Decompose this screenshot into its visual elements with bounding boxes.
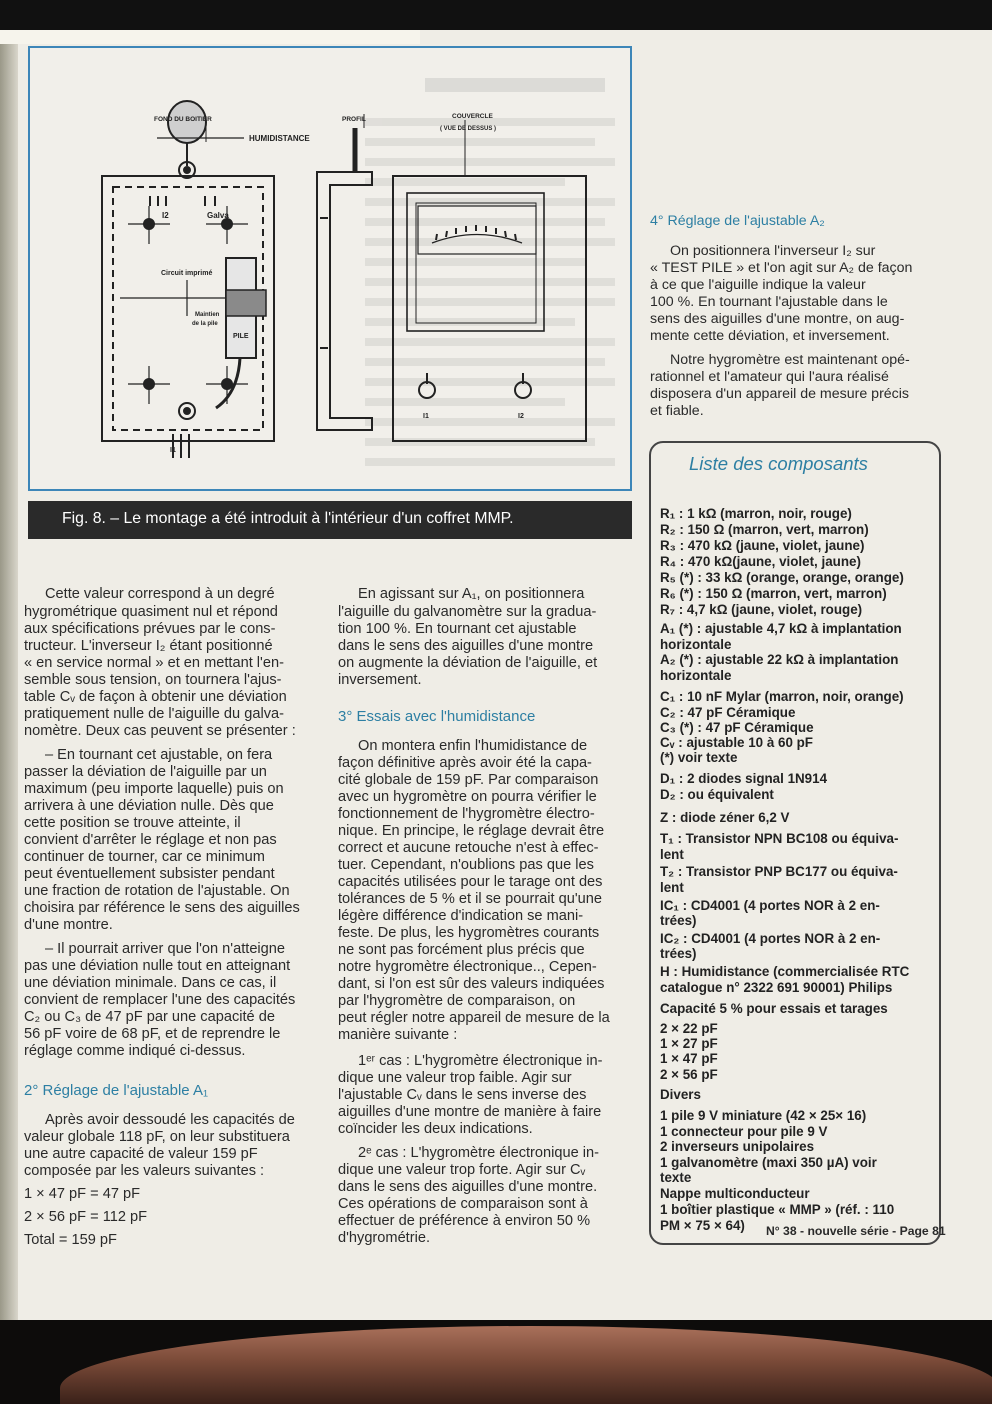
col3-line: rationnel et l'amateur qui l'aura réalisé (650, 369, 889, 385)
col2-line: dant, si l'on est sûr des valeurs indiquées (338, 976, 605, 992)
col2-line: dans le sens des aiguilles d'une montre (338, 638, 594, 654)
col2-line: tuer. Cependant, n'oublions pas que les (338, 857, 594, 873)
col1-line: maximum (peu importe laquelle) puis on (24, 781, 284, 797)
label-i2: I2 (162, 211, 169, 220)
figure-8 (28, 46, 632, 491)
col1-line: table Cᵥ de façon à obtenir une déviation (24, 689, 287, 705)
component-line: (*) voir texte (660, 750, 738, 765)
component-line: Capacité 5 % pour essais et tarages (660, 1001, 888, 1016)
label-i1: I1 (170, 447, 176, 454)
col1-line: – Il pourrait arriver que l'on n'atteigne (45, 941, 286, 957)
col1-line: composée par les valeurs suivantes : (24, 1163, 265, 1179)
component-line: C₂ : 47 pF Céramique (660, 705, 796, 720)
col3-line: « TEST PILE » et l'on agit sur A₂ de façon (650, 260, 913, 276)
component-line: Cᵥ : ajustable 10 à 60 pF (660, 735, 813, 750)
col1-line: une déviation minimale. Dans ce cas, il (24, 975, 277, 991)
col2-line: légère différence d'indication se mani- (338, 908, 584, 924)
col2-line: On montera enfin l'humidistance de (358, 738, 588, 754)
col2-line: 2ᵉ cas : L'hygromètre électronique in- (358, 1145, 600, 1161)
label-couvercle: COUVERCLE (452, 113, 493, 120)
component-line: 1 galvanomètre (maxi 350 µA) voir (660, 1155, 877, 1170)
component-line: R₇ : 4,7 kΩ (jaune, violet, rouge) (660, 602, 863, 617)
col2-line: nique. En principe, le réglage devrait être (338, 823, 605, 839)
component-line: R₃ : 470 kΩ (jaune, violet, jaune) (660, 538, 865, 553)
component-line: 1 boîtier plastique « MMP » (réf. : 110 (660, 1202, 895, 1217)
col2-line: d'hygrométrie. (338, 1230, 431, 1246)
page-footer: N° 38 - nouvelle série - Page 81 (766, 1224, 946, 1238)
label-humidistance: HUMIDISTANCE (249, 134, 310, 143)
col3-line: à ce que l'aiguille indique la valeur (650, 277, 866, 293)
component-line: A₂ (*) : ajustable 22 kΩ à implantation (660, 652, 899, 667)
col2-line: aiguilles d'une montre de manière à faire (338, 1104, 602, 1120)
component-line: horizontale (660, 668, 732, 683)
label-maintien-1: Maintien (195, 312, 220, 318)
component-line: R₄ : 470 kΩ(jaune, violet, jaune) (660, 554, 861, 569)
formula-line: 2 × 56 pF = 112 pF (24, 1209, 148, 1225)
lid-outline (393, 176, 586, 441)
component-line: 1 pile 9 V miniature (42 × 25× 16) (660, 1108, 867, 1123)
col1-line: « en service normal » et en mettant l'en- (24, 655, 284, 671)
col2-line: avec un hygromètre on pourra vérifier le (338, 789, 597, 805)
component-line: catalogue n° 2322 691 90001) Philips (660, 980, 893, 995)
col2-line: l'aiguille du galvanomètre sur la gradua- (338, 604, 597, 620)
section-heading-4: 4° Réglage de l'ajustable A₂ (650, 213, 825, 229)
col1-line: nomètre. Deux cas peuvent se présenter : (24, 723, 296, 739)
component-line: Divers (660, 1087, 701, 1102)
col3-line: sens des aiguilles d'une montre, on aug- (650, 311, 905, 327)
formula-line: 1 × 47 pF = 47 pF (24, 1186, 141, 1202)
label-galva: Galva (207, 211, 229, 220)
label-fond-boitier: FOND DU BOITIER (154, 116, 212, 123)
col1-line: 56 pF voire de 68 pF, et de reprendre le (24, 1026, 281, 1042)
col1-line: Cette valeur correspond à un degré (45, 586, 275, 602)
component-line: IC₁ : CD4001 (4 portes NOR à 2 en- (660, 898, 880, 913)
col1-line: peut éventuellement subsister pendant (24, 866, 275, 882)
col2-line: dique une valeur trop faible. Agir sur (338, 1070, 572, 1086)
col1-line: hygrométrique quasiment nul et répond (24, 604, 278, 620)
col2-line: 1ᵉʳ cas : L'hygromètre électronique in- (358, 1053, 603, 1069)
label-profil: PROFIL (342, 116, 366, 123)
col2-line: correct et aucune retouche n'est à effec- (338, 840, 599, 856)
col2-line: inversement. (338, 672, 422, 688)
component-line: 2 × 56 pF (660, 1067, 718, 1082)
component-line: T₂ : Transistor PNP BC177 ou équiva- (660, 864, 898, 879)
formula-total: Total = 159 pF (24, 1232, 117, 1248)
col2-line: dans le sens des aiguilles d'une montre. (338, 1179, 598, 1195)
component-line: D₁ : 2 diodes signal 1N914 (660, 771, 828, 786)
col1-line: réglage comme indiqué ci-dessus. (24, 1043, 246, 1059)
col1-line: passer la déviation de l'aiguille par un (24, 764, 267, 780)
figure-caption: Fig. 8. – Le montage a été introduit à l'intérieur d'un coffret MMP. (62, 510, 514, 527)
component-line: trées) (660, 946, 697, 961)
component-line: R₂ : 150 Ω (marron, vert, marron) (660, 522, 869, 537)
figure-drawing (30, 48, 632, 491)
col1-line: – En tournant cet ajustable, on fera (45, 747, 273, 763)
component-line: C₃ (*) : 47 pF Céramique (660, 720, 814, 735)
col1-line: choisira par référence le sens des aiguilles (24, 900, 300, 916)
component-line: Z : diode zéner 6,2 V (660, 810, 790, 825)
col2-line: on augmente la déviation de l'aiguille, et (338, 655, 598, 671)
component-line: 2 inverseurs unipolaires (660, 1139, 815, 1154)
col2-line: façon définitive après avoir été la capa- (338, 755, 592, 771)
component-line: R₅ (*) : 33 kΩ (orange, orange, orange) (660, 570, 904, 585)
col2-line: par l'hygromètre de comparaison, on (338, 993, 576, 1009)
col2-line: manière suivante : (338, 1027, 458, 1043)
col2-line: tion 100 %. En tournant cet ajustable (338, 621, 577, 637)
col3-line: disposera d'un appareil de mesure précis (650, 386, 910, 402)
col1-line: pas une déviation nulle tout en atteignant (24, 958, 291, 974)
col3-line: On positionnera l'inverseur I₂ sur (670, 243, 876, 259)
component-line: PM × 75 × 64) (660, 1218, 745, 1233)
component-line: R₆ (*) : 150 Ω (marron, vert, marron) (660, 586, 887, 601)
component-line: D₂ : ou équivalent (660, 787, 774, 802)
col3-line: mente cette déviation, et inversement. (650, 328, 890, 344)
page-binding-edge (0, 30, 18, 1320)
col2-line: coïncider les deux indications. (338, 1121, 533, 1137)
components-title: Liste des composants (689, 453, 868, 474)
component-line: texte (660, 1170, 692, 1185)
col3-line: et fiable. (650, 403, 704, 419)
col1-line: pratiquement nulle de l'aiguille du galva- (24, 706, 284, 722)
label-lid-i1: I1 (423, 413, 429, 420)
col2-line: effectuer de préférence à environ 50 % (338, 1213, 591, 1229)
col2-line: l'ajustable Cᵥ dans le sens inverse des (338, 1087, 587, 1103)
component-line: 2 × 22 pF (660, 1021, 718, 1036)
component-line: 1 × 47 pF (660, 1051, 718, 1066)
component-line: IC₂ : CD4001 (4 portes NOR à 2 en- (660, 931, 881, 946)
label-pile: PILE (233, 333, 249, 340)
component-line: H : Humidistance (commercialisée RTC (660, 964, 910, 979)
col1-line: d'une montre. (24, 917, 113, 933)
col3-line: Notre hygromètre est maintenant opé- (670, 352, 910, 368)
col1-line: une fraction de rotation de l'ajustable. On (24, 883, 290, 899)
component-line: lent (660, 847, 684, 862)
col1-line: convient de remplacer l'une des capacités (24, 992, 296, 1008)
col2-line: dique une valeur trop forte. Agir sur Cᵥ (338, 1162, 586, 1178)
col1-line: valeur globale 118 pF, on leur substituera (24, 1129, 290, 1145)
col2-line: fonctionnement de l'hygromètre électro- (338, 806, 595, 822)
col1-line: continuer de tourner, car ce minimum (24, 849, 265, 865)
col1-line: C₂ ou C₃ de 47 pF par une capacité de (24, 1009, 275, 1025)
section-heading-3: 3° Essais avec l'humidistance (338, 708, 536, 725)
component-line: 1 connecteur pour pile 9 V (660, 1124, 828, 1139)
col2-line: ne sont pas forcément plus précis que (338, 942, 585, 958)
component-line: C₁ : 10 nF Mylar (marron, noir, orange) (660, 689, 904, 704)
col2-line: capacités utilisées pour le tarage ont des (338, 874, 603, 890)
col1-line: aux spécifications prévues par le cons- (24, 621, 276, 637)
col2-line: cité globale de 159 pF. Par comparaison (338, 772, 599, 788)
component-line: Nappe multiconducteur (660, 1186, 810, 1201)
component-line: 1 × 27 pF (660, 1036, 718, 1051)
label-lid-i2: I2 (518, 413, 524, 420)
label-maintien-2: de la pile (192, 321, 218, 327)
page-torn-top (0, 30, 420, 44)
label-circuit: Circuit imprimé (161, 270, 213, 277)
col2-line: En agissant sur A₁, on positionnera (358, 586, 585, 602)
col1-line: Après avoir dessoudé les capacités de (45, 1112, 295, 1128)
col2-line: tolérances de 5 % et il se pourrait qu'une (338, 891, 603, 907)
col1-line: arrivera à une déviation nulle. Dès que (24, 798, 274, 814)
section-heading-2: 2° Réglage de l'ajustable A₁ (24, 1082, 209, 1099)
label-vue-dessus: ( VUE DE DESSUS ) (440, 126, 497, 132)
col1-line: tructeur. L'inverseur I₂ étant positionné (24, 638, 273, 654)
col1-line: cette position se trouve atteinte, il (24, 815, 241, 831)
component-line: horizontale (660, 637, 732, 652)
component-line: R₁ : 1 kΩ (marron, noir, rouge) (660, 506, 852, 521)
col2-line: Ces opérations de comparaison sont à (338, 1196, 588, 1212)
component-line: A₁ (*) : ajustable 4,7 kΩ à implantation (660, 621, 902, 636)
col1-line: convient d'arrêter le réglage et non pas (24, 832, 277, 848)
col1-line: semble sous tension, on tournera l'ajus- (24, 672, 282, 688)
col2-line: feste. De plus, les hygromètres courants (338, 925, 600, 941)
component-line: lent (660, 880, 684, 895)
col2-line: notre hygromètre électronique.., Cepen- (338, 959, 597, 975)
col1-line: une autre capacité de valeur 159 pF (24, 1146, 258, 1162)
component-line: T₁ : Transistor NPN BC108 ou équiva- (660, 831, 899, 846)
col3-line: 100 %. En tournant l'ajustable dans le (650, 294, 888, 310)
col2-line: peut régler notre appareil de mesure de la (338, 1010, 610, 1026)
component-line: trées) (660, 913, 697, 928)
